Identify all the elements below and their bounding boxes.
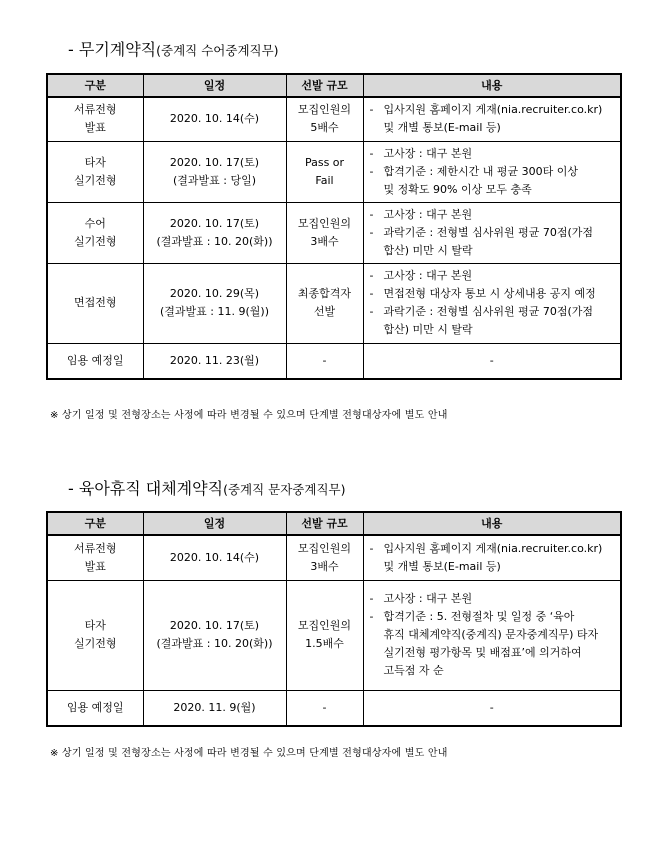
cell-schedule <box>143 97 286 141</box>
cell-category <box>47 141 143 202</box>
content-text: 고사장 : 대구 본원 <box>383 207 473 221</box>
content-line <box>370 119 617 137</box>
cell-schedule <box>143 535 286 580</box>
bullet-dash: - <box>369 146 374 160</box>
content-line <box>370 206 617 224</box>
cell-schedule-line: (결과발표 : 10. 20(화)) <box>156 234 273 248</box>
header-content: 내용 <box>363 74 621 97</box>
cell-scale-line: 5배수 <box>310 121 339 135</box>
content-line <box>370 267 617 285</box>
content-line <box>370 181 617 199</box>
cell-category <box>47 263 143 343</box>
header-scale: 선발 규모 <box>286 512 363 535</box>
content-line <box>370 662 617 680</box>
table-row <box>47 580 621 690</box>
cell-category-line: 실기전형 <box>73 234 117 248</box>
content-line <box>370 101 617 119</box>
content-line <box>370 558 617 576</box>
cell-scale-line: 3배수 <box>310 559 339 573</box>
table-row <box>47 343 621 379</box>
cell-schedule <box>143 202 286 263</box>
content-text: 및 개별 통보(E-mail 등) <box>383 559 501 573</box>
cell-category <box>47 690 143 726</box>
content-text: 과락기준 : 전형별 심사위원 평균 70점(가점 <box>383 305 593 318</box>
cell-scale <box>286 263 363 343</box>
cell-category <box>47 202 143 263</box>
cell-scale-line: - <box>322 700 327 714</box>
table-row <box>47 202 621 263</box>
bullet-dash: - <box>369 207 374 221</box>
cell-content <box>363 535 621 580</box>
cell-scale <box>286 141 363 202</box>
cell-scale <box>286 580 363 690</box>
cell-scale <box>286 690 363 726</box>
header-category: 구분 <box>47 74 143 97</box>
cell-scale-line: 1.5배수 <box>305 637 344 650</box>
cell-category <box>47 580 143 690</box>
cell-category-line: 발표 <box>84 121 106 135</box>
bullet-dash: - <box>369 103 374 117</box>
cell-category-line: 타자 <box>84 155 106 169</box>
content-text: 실기전형 평가항목 및 배점표’에 의거하여 <box>383 646 582 659</box>
table-row <box>47 535 621 580</box>
cell-scale-line: 선발 <box>313 305 336 318</box>
cell-category-line: 실기전형 <box>73 637 117 650</box>
cell-category-line: 임용 예정일 <box>66 700 124 714</box>
section-1-note: ※ 상기 일정 및 전형장소는 사정에 따라 변경될 수 있으며 단계별 전형대상자에 별도 안내 <box>50 410 448 421</box>
table-header-row <box>47 512 621 535</box>
table-row <box>47 690 621 726</box>
content-text: 입사지원 홈페이지 게재(nia.recruiter.co.kr) <box>383 103 603 117</box>
content-text: 휴직 대체계약직(중계직) 문자중계직무) 타자 <box>383 628 599 641</box>
cell-schedule-line: 2020. 11. 9(월) <box>173 700 256 714</box>
cell-content <box>363 202 621 263</box>
bullet-dash: - <box>369 225 374 239</box>
cell-schedule-line: 2020. 10. 17(토) <box>169 216 260 230</box>
cell-category-line: 서류전형 <box>73 103 117 117</box>
cell-scale-line: - <box>322 353 327 367</box>
content-line <box>370 540 617 558</box>
cell-schedule-line: 2020. 10. 14(수) <box>169 550 260 564</box>
cell-scale-line: 최종합격자 <box>297 287 352 300</box>
cell-scale <box>286 535 363 580</box>
content-line <box>370 224 617 242</box>
cell-schedule <box>143 263 286 343</box>
table-row <box>47 141 621 202</box>
content-text: 고사장 : 대구 본원 <box>383 592 473 605</box>
bullet-dash: - <box>369 269 374 282</box>
cell-category-line: 서류전형 <box>73 541 117 555</box>
cell-schedule <box>143 580 286 690</box>
cell-schedule-line: 2020. 10. 29(목) <box>169 287 260 300</box>
content-line <box>370 590 617 608</box>
cell-scale-line: 모집인원의 <box>297 619 352 632</box>
table-row <box>47 263 621 343</box>
cell-category <box>47 535 143 580</box>
content-line <box>370 242 617 260</box>
bullet-dash: - <box>369 610 374 623</box>
cell-scale <box>286 202 363 263</box>
header-content: 내용 <box>363 512 621 535</box>
content-text: 고득점 자 순 <box>383 664 444 677</box>
cell-content: - <box>363 343 621 379</box>
content-line <box>370 608 617 626</box>
section-2-title <box>68 476 345 499</box>
header-category: 구분 <box>47 512 143 535</box>
content-line <box>370 145 617 163</box>
cell-scale-line: Pass or <box>304 155 345 169</box>
content-text: 입사지원 홈페이지 게재(nia.recruiter.co.kr) <box>383 541 603 555</box>
content-text: 과락기준 : 전형별 심사위원 평균 70점(가점 <box>383 225 593 239</box>
section-1-subtitle: (중계직 수어중계직무) <box>156 43 279 58</box>
cell-scale <box>286 97 363 141</box>
content-text: 합산) 미만 시 탈락 <box>383 243 473 257</box>
cell-category-line: 임용 예정일 <box>66 353 124 367</box>
content-text: 합격기준 : 제한시간 내 평균 300타 이상 <box>383 164 578 178</box>
cell-schedule-line: 2020. 10. 17(토) <box>169 155 260 169</box>
cell-scale-line: Fail <box>315 173 334 187</box>
content-line <box>370 644 617 662</box>
content-text: 면접전형 대상자 통보 시 상세내용 공지 예정 <box>383 287 596 300</box>
cell-content <box>363 263 621 343</box>
cell-scale-line: 모집인원의 <box>297 103 352 117</box>
cell-schedule <box>143 690 286 726</box>
header-scale: 선발 규모 <box>286 74 363 97</box>
schedule-table-2 <box>46 511 622 727</box>
cell-category-line: 실기전형 <box>73 173 117 187</box>
content-line <box>370 321 617 339</box>
cell-schedule-line: 2020. 11. 23(월) <box>169 353 260 367</box>
content-line <box>370 163 617 181</box>
header-schedule: 일정 <box>143 512 286 535</box>
content-text: 합격기준 : 5. 전형절차 및 일정 중 ‘육아 <box>383 610 575 623</box>
bullet-dash: - <box>369 592 374 605</box>
section-1-title <box>68 37 279 60</box>
cell-scale-line: 모집인원의 <box>297 216 352 230</box>
cell-schedule-line: (결과발표 : 당일) <box>172 173 257 187</box>
cell-content: - <box>363 690 621 726</box>
section-2-subtitle: (중계직 문자중계직무) <box>223 482 346 497</box>
section-2-note: ※ 상기 일정 및 전형장소는 사정에 따라 변경될 수 있으며 단계별 전형대상자에 별도 안내 <box>50 748 448 759</box>
cell-schedule <box>143 141 286 202</box>
cell-category-line: 수어 <box>84 216 106 230</box>
cell-schedule-line: 2020. 10. 17(토) <box>169 619 260 632</box>
cell-scale-line: 모집인원의 <box>297 541 352 555</box>
cell-scale-line: 3배수 <box>310 234 339 248</box>
cell-category-line: 타자 <box>84 619 106 632</box>
bullet-dash: - <box>369 164 374 178</box>
bullet-dash: - <box>369 541 374 555</box>
content-line <box>370 626 617 644</box>
table-header-row <box>47 74 621 97</box>
content-line <box>370 303 617 321</box>
cell-scale <box>286 343 363 379</box>
schedule-table-1 <box>46 73 622 380</box>
cell-schedule-line: 2020. 10. 14(수) <box>169 112 260 126</box>
cell-category <box>47 97 143 141</box>
cell-schedule-line: (결과발표 : 10. 20(화)) <box>156 637 273 650</box>
content-text: 고사장 : 대구 본원 <box>383 146 473 160</box>
bullet-dash: - <box>369 305 374 318</box>
section-1-title-text: - 무기계약직 <box>68 40 157 59</box>
content-text: 합산) 미만 시 탈락 <box>383 323 473 336</box>
cell-content <box>363 580 621 690</box>
bullet-dash: - <box>369 287 374 300</box>
cell-category <box>47 343 143 379</box>
cell-category-line: 발표 <box>84 559 106 573</box>
content-text: 고사장 : 대구 본원 <box>383 269 473 282</box>
cell-schedule <box>143 343 286 379</box>
cell-content <box>363 97 621 141</box>
cell-schedule-line: (결과발표 : 11. 9(월)) <box>160 305 269 318</box>
content-line <box>370 285 617 303</box>
cell-category-line: 면접전형 <box>73 296 117 309</box>
header-schedule: 일정 <box>143 74 286 97</box>
cell-content <box>363 141 621 202</box>
table-row <box>47 97 621 141</box>
content-text: 및 정확도 90% 이상 모두 충족 <box>383 182 532 196</box>
section-2-title-text: - 육아휴직 대체계약직 <box>68 479 224 498</box>
content-text: 및 개별 통보(E-mail 등) <box>383 121 501 135</box>
